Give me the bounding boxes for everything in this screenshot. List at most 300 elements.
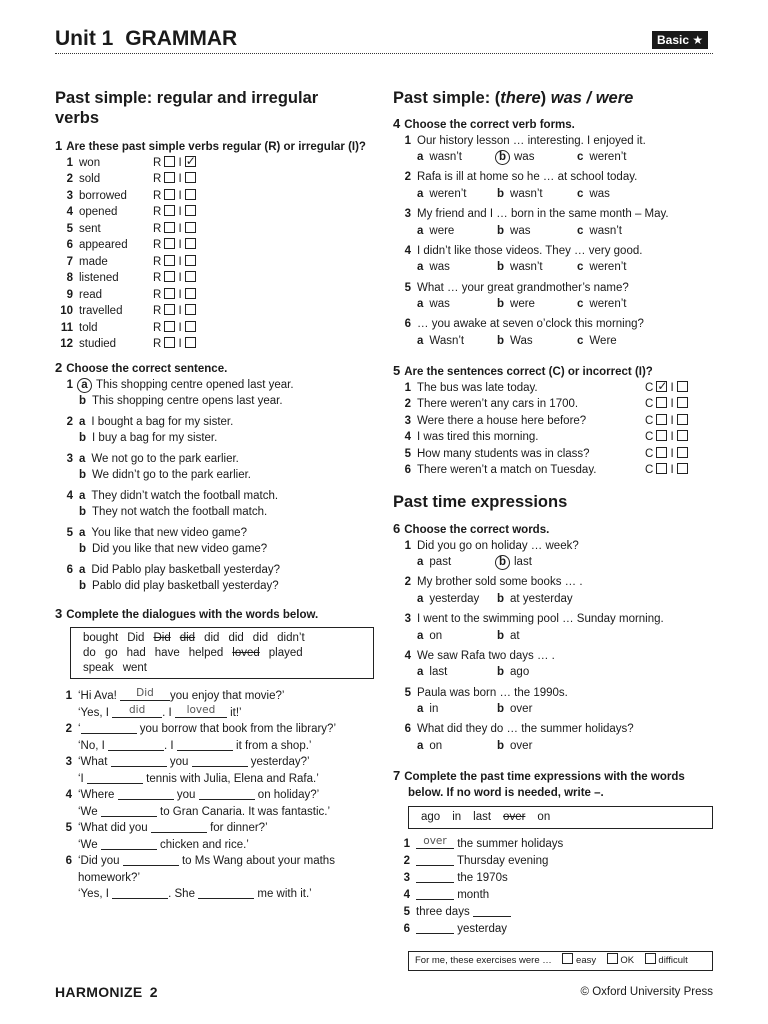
i-checkbox[interactable]: [185, 156, 196, 167]
answer-blank[interactable]: [118, 787, 174, 800]
option-b[interactable]: [497, 259, 577, 276]
c-checkbox[interactable]: [656, 430, 667, 441]
i-checkbox[interactable]: [185, 255, 196, 266]
dialogue-line: ‘Yes, I did . I loved it!’: [78, 703, 242, 719]
word-box-line-2: [83, 646, 361, 661]
i-label: I: [667, 398, 674, 410]
question-row: [393, 648, 723, 665]
c-label: C: [645, 381, 654, 394]
r-checkbox[interactable]: [164, 189, 175, 200]
option-b-label: b: [497, 703, 505, 716]
option-b[interactable]: [497, 701, 577, 718]
exercise-1-list: [55, 155, 375, 353]
r-checkbox[interactable]: [164, 238, 175, 249]
options-row: [393, 296, 723, 313]
answer-blank[interactable]: [198, 886, 254, 899]
unit-topic: GRAMMAR: [125, 27, 238, 50]
feedback-ok-checkbox[interactable]: [607, 953, 618, 964]
option-a[interactable]: [417, 628, 497, 645]
sentence-text: How many students was in class?: [417, 447, 590, 460]
verb-text: sent: [79, 222, 101, 235]
i-label: I: [667, 431, 674, 443]
exercise-1-instruction: 1 Are these past simple verbs regular (R) or irregular (I)?: [55, 138, 366, 153]
divider-label: I: [175, 189, 182, 202]
r-label: R: [153, 288, 162, 301]
expression-post: month: [454, 889, 490, 901]
r-checkbox[interactable]: [164, 321, 175, 332]
question-text: What did they do … the summer holidays?: [417, 723, 634, 736]
word-box: [70, 627, 374, 679]
dialogue-line: 3 ‘What you yesterday?’: [65, 756, 310, 768]
i-checkbox[interactable]: [677, 463, 688, 474]
word-box-word: helped: [188, 647, 224, 659]
answer-blank[interactable]: [473, 904, 511, 917]
item-number: 1: [66, 156, 73, 169]
dialogue-line: homework?’: [78, 871, 140, 884]
option-a-text: in: [429, 703, 439, 716]
exercise-7-instruction: 7 Complete the past time expressions with the words: [393, 768, 685, 783]
item-number: 5: [66, 526, 73, 539]
c-label: C: [645, 414, 654, 427]
verb-row: [55, 188, 375, 205]
i-checkbox[interactable]: [185, 222, 196, 233]
option-c-text: Were: [589, 334, 617, 347]
item-number: 1: [404, 381, 411, 394]
item-number: 3: [403, 872, 410, 884]
answer-blank[interactable]: [112, 886, 168, 899]
item-number: 2: [403, 855, 410, 867]
r-checkbox[interactable]: [164, 222, 175, 233]
option-a[interactable]: [417, 186, 497, 203]
verb-text: made: [79, 255, 108, 268]
list-item: [393, 538, 723, 571]
option-a-label: a: [417, 703, 424, 716]
option-a-text: were: [429, 224, 455, 237]
option-a-text: We not go to the park earlier.: [91, 452, 239, 465]
item-number: 8: [66, 272, 73, 284]
option-c[interactable]: [577, 333, 657, 350]
option-a-label: a: [79, 415, 86, 428]
option-c[interactable]: [577, 186, 657, 203]
option-a[interactable]: [417, 664, 497, 681]
option-b[interactable]: [497, 738, 577, 755]
i-checkbox[interactable]: [677, 447, 688, 458]
i-label: I: [667, 447, 674, 460]
answer-blank[interactable]: loved: [175, 705, 227, 718]
verb-text: travelled: [79, 305, 123, 317]
option-c[interactable]: [577, 149, 657, 166]
dialogue-line: ‘I tennis with Julia, Elena and Rafa.’: [78, 772, 319, 785]
level-badge-label: Basic: [657, 33, 690, 47]
i-checkbox[interactable]: [185, 271, 196, 282]
r-label: R: [153, 206, 162, 218]
word-box-word: had: [126, 647, 146, 659]
option-a-label: a: [417, 592, 424, 605]
item-number: 4: [404, 431, 411, 443]
option-a[interactable]: [417, 738, 497, 755]
verb-text: sold: [79, 173, 101, 185]
options-row: [393, 259, 723, 276]
expression-row: [400, 921, 720, 938]
expression-pre: three days: [416, 906, 473, 918]
word-box-word: Did: [127, 632, 145, 644]
option-a-text: was: [429, 261, 450, 274]
word-box-word: loved: [232, 647, 260, 659]
sentence-text: I was tired this morning.: [417, 431, 539, 443]
item-number: 3: [66, 452, 73, 465]
answer-blank[interactable]: [177, 738, 233, 751]
option-c-label: c: [577, 187, 584, 200]
word-box-word: didn’t: [277, 632, 305, 644]
item-number: 2: [66, 173, 73, 185]
option-a-row[interactable]: [55, 451, 375, 468]
option-b[interactable]: [497, 664, 577, 681]
list-item: [55, 377, 375, 410]
option-b-text: were: [510, 298, 535, 311]
dialogue-line: ‘No, I . I it from a shop.’: [78, 739, 312, 752]
c-checkbox[interactable]: [656, 414, 667, 425]
option-a-row[interactable]: [55, 488, 375, 505]
option-a-row[interactable]: [55, 525, 375, 542]
answer-blank[interactable]: [87, 771, 143, 784]
question-text: My brother sold some books … .: [417, 576, 583, 589]
option-b-row[interactable]: [55, 467, 375, 484]
option-b-text: I buy a bag for my sister.: [92, 432, 218, 444]
i-label: I: [667, 464, 674, 476]
question-text: We saw Rafa two days … .: [417, 649, 555, 662]
sentence-text: The bus was late today.: [417, 381, 538, 394]
options-row: [393, 738, 723, 755]
dialogue-line: 5 ‘What did you for dinner?’: [65, 822, 268, 834]
option-b-label: b: [497, 666, 505, 679]
i-checkbox[interactable]: [677, 430, 688, 441]
divider-label: I: [175, 156, 182, 169]
answer-blank[interactable]: [416, 870, 454, 883]
option-c-label: c: [577, 261, 584, 274]
question-text: Rafa is ill at home so he … at school today.: [417, 171, 638, 184]
answer-blank[interactable]: [416, 887, 454, 900]
r-checkbox[interactable]: [164, 288, 175, 299]
feedback-easy-checkbox[interactable]: [562, 953, 573, 964]
answer-blank[interactable]: did: [112, 705, 162, 718]
divider-label: I: [175, 272, 182, 284]
option-a-row[interactable]: [55, 377, 375, 394]
verb-row: [55, 287, 375, 304]
section-title-time-expressions: Past time expressions: [393, 493, 568, 511]
list-item: [393, 721, 723, 754]
r-checkbox[interactable]: [164, 337, 175, 348]
option-a-text: last: [429, 666, 448, 679]
divider-label: I: [175, 321, 182, 334]
c-checkbox[interactable]: [656, 397, 667, 408]
i-checkbox[interactable]: [677, 381, 688, 392]
question-row: [393, 611, 723, 628]
exercise-1: [55, 138, 375, 353]
header-divider: [55, 53, 713, 54]
r-label: R: [153, 156, 162, 169]
item-number: 5: [404, 686, 411, 699]
option-b-row[interactable]: [55, 430, 375, 447]
exercise-6-list: [393, 538, 723, 755]
option-b-label: b: [497, 592, 505, 605]
item-number: 10: [60, 305, 73, 317]
option-b-row[interactable]: [55, 393, 375, 410]
verb-row: [55, 155, 375, 172]
c-checkbox[interactable]: [656, 447, 667, 458]
list-item: [55, 414, 375, 447]
option-b-row[interactable]: [55, 541, 375, 558]
verb-row: [55, 303, 375, 320]
word-box-word: Did: [153, 632, 171, 644]
answer-blank[interactable]: [123, 853, 179, 866]
exercise-4-list: [393, 133, 723, 350]
expression-row: [400, 887, 720, 904]
r-checkbox[interactable]: [164, 172, 175, 183]
sentence-row: [393, 396, 723, 413]
option-a[interactable]: [417, 149, 497, 166]
option-b-text: Did you like that new video game?: [92, 543, 268, 555]
sentence-row: [393, 446, 723, 463]
i-checkbox[interactable]: [185, 337, 196, 348]
item-number: 5: [404, 447, 411, 460]
left-section-title: [55, 88, 318, 128]
question-text: I didn’t like those videos. They … very good.: [417, 244, 643, 257]
divider-label: I: [175, 173, 182, 185]
sentence-row: [393, 413, 723, 430]
option-b-text: wasn’t: [510, 187, 543, 200]
word-box-line-1: [83, 631, 361, 646]
divider-label: I: [175, 222, 182, 235]
option-c[interactable]: [577, 259, 657, 276]
verb-row: [55, 171, 375, 188]
answer-blank[interactable]: [111, 754, 167, 767]
option-a-label: a: [417, 151, 424, 163]
feedback-box: For me, these exercises were … easy OK difficult: [408, 951, 713, 971]
option-b[interactable]: [497, 333, 577, 350]
handwritten-answer: over: [423, 835, 447, 847]
c-checkbox[interactable]: [656, 463, 667, 474]
i-checkbox[interactable]: [677, 414, 688, 425]
r-checkbox[interactable]: [164, 304, 175, 315]
item-number: 3: [404, 208, 411, 221]
option-b-row[interactable]: [55, 504, 375, 521]
exercise-2-list: [55, 377, 375, 595]
unit-number: Unit 1: [55, 27, 114, 50]
option-a-label: a: [417, 556, 424, 568]
question-row: [393, 280, 723, 297]
i-checkbox[interactable]: [677, 397, 688, 408]
i-checkbox[interactable]: [185, 304, 196, 315]
option-a-text: They didn’t watch the football match.: [91, 489, 279, 502]
option-b-label: b: [497, 224, 505, 237]
question-text: Our history lesson … interesting. I enjoyed it.: [417, 134, 646, 147]
r-checkbox[interactable]: [164, 255, 175, 266]
r-label: R: [153, 173, 162, 185]
expression-row: [400, 904, 720, 921]
option-b-label: b: [79, 469, 87, 481]
option-b-label: b: [495, 150, 510, 165]
item-number: 6: [403, 923, 410, 935]
option-b-label: b: [497, 187, 505, 200]
sentence-row: [393, 429, 723, 446]
option-c-text: weren’t: [589, 151, 627, 163]
word-box-word: over: [503, 811, 526, 823]
option-b-label: b: [79, 580, 87, 592]
option-c[interactable]: [577, 296, 657, 313]
word-box-word: did: [252, 632, 269, 644]
answer-blank[interactable]: [416, 853, 454, 866]
star-icon: ★: [692, 33, 704, 47]
i-checkbox[interactable]: [185, 172, 196, 183]
i-checkbox[interactable]: [185, 205, 196, 216]
list-item: [55, 451, 375, 484]
level-badge: [652, 31, 708, 49]
option-a-label: a: [79, 526, 86, 539]
option-b[interactable]: [497, 628, 577, 645]
item-number: 1: [404, 134, 411, 147]
left-title-line1: Past simple: regular and irregular: [55, 89, 319, 107]
option-b-text: at yesterday: [510, 592, 573, 605]
answer-blank[interactable]: [81, 721, 137, 734]
option-a-label: a: [417, 629, 424, 642]
option-b-label: b: [79, 432, 87, 444]
r-checkbox[interactable]: [164, 156, 175, 167]
sentence-row: [393, 462, 723, 479]
dialogues: [64, 688, 384, 903]
answer-blank[interactable]: Did: [120, 688, 170, 701]
answer-blank[interactable]: [192, 754, 248, 767]
list-item: [393, 169, 723, 202]
item-number: 6: [404, 723, 411, 736]
item-number: 6: [66, 563, 73, 576]
exercise-4-instruction: 4 Choose the correct verb forms.: [393, 116, 575, 131]
answer-blank[interactable]: [416, 836, 454, 849]
i-checkbox[interactable]: [185, 189, 196, 200]
word-box-word: on: [537, 811, 551, 823]
list-item: [393, 648, 723, 681]
i-label: I: [667, 381, 674, 394]
option-c-text: weren’t: [589, 298, 627, 311]
verb-row: [55, 204, 375, 221]
question-row: [393, 316, 723, 333]
expression-row: [400, 836, 720, 853]
option-a-row[interactable]: [55, 562, 375, 579]
exercise-4: [393, 116, 723, 353]
exercise-3: [55, 606, 375, 623]
list-item: [393, 685, 723, 718]
expression-post: yesterday: [454, 923, 508, 935]
verb-row: [55, 336, 375, 353]
r-label: R: [153, 239, 162, 251]
answer-blank[interactable]: [108, 738, 164, 751]
i-checkbox[interactable]: [185, 321, 196, 332]
answer-blank[interactable]: [151, 820, 207, 833]
option-b[interactable]: [497, 186, 577, 203]
dialogue-line: 4 ‘Where you on holiday?’: [65, 789, 320, 801]
footer-copyright: © Oxford University Press: [580, 986, 713, 998]
r-checkbox[interactable]: [164, 271, 175, 282]
option-a[interactable]: [417, 259, 497, 276]
options-row: [393, 149, 723, 166]
option-a-text: You like that new video game?: [91, 526, 247, 539]
option-c-text: wasn’t: [589, 224, 623, 237]
word-box-word: do: [83, 647, 96, 659]
option-c[interactable]: [577, 223, 657, 240]
item-number: 1: [66, 378, 73, 391]
question-text: I went to the swimming pool … Sunday morning.: [417, 613, 664, 626]
sentence-text: There weren’t any cars in 1700.: [417, 398, 579, 410]
r-label: R: [153, 255, 162, 268]
c-checkbox[interactable]: [656, 381, 667, 392]
option-b[interactable]: [497, 223, 577, 240]
feedback-difficult-checkbox[interactable]: [645, 953, 656, 964]
answer-blank[interactable]: [416, 921, 454, 934]
feedback-prompt: For me, these exercises were …: [415, 955, 552, 966]
list-item: [393, 133, 723, 166]
r-label: R: [153, 321, 162, 334]
option-b-text: ago: [510, 666, 530, 679]
word-box-word: went: [122, 662, 147, 674]
option-b[interactable]: [497, 591, 577, 608]
item-number: 2: [404, 171, 411, 184]
option-a[interactable]: [417, 223, 497, 240]
option-a[interactable]: [417, 554, 497, 571]
ex7-word-box: [408, 806, 713, 829]
answer-blank[interactable]: [101, 804, 157, 817]
dialogue-line: 1 ‘Hi Ava! Did you enjoy that movie?’: [65, 687, 285, 702]
option-a-label: a: [417, 187, 424, 200]
option-a[interactable]: [417, 591, 497, 608]
expression-row: [400, 870, 720, 887]
option-a-text: was: [429, 298, 450, 311]
question-row: [393, 574, 723, 591]
verb-row: [55, 270, 375, 287]
answer-blank[interactable]: [199, 787, 255, 800]
answer-blank[interactable]: [101, 837, 157, 850]
verb-text: opened: [79, 206, 118, 218]
r-checkbox[interactable]: [164, 205, 175, 216]
verb-text: listened: [79, 272, 119, 284]
expression-post: the 1970s: [454, 872, 508, 884]
option-b[interactable]: [497, 149, 577, 166]
option-a[interactable]: [417, 701, 497, 718]
option-b[interactable]: [497, 296, 577, 313]
option-c-label: c: [577, 224, 584, 237]
option-b-text: over: [510, 739, 533, 752]
item-number: 2: [66, 415, 73, 428]
options-row: [393, 223, 723, 240]
item-number: 3: [404, 613, 411, 626]
options-row: [393, 554, 723, 571]
list-item: [393, 206, 723, 239]
sentence-row: [393, 380, 723, 397]
option-b-text: Was: [510, 334, 533, 347]
option-b-text: This shopping centre opens last year.: [92, 395, 283, 407]
option-a[interactable]: [417, 333, 497, 350]
option-b-row[interactable]: [55, 578, 375, 595]
r-label: R: [153, 222, 162, 235]
option-b[interactable]: [497, 554, 577, 571]
dialogue-line: ‘We to Gran Canaria. It was fantastic.’: [78, 805, 331, 818]
option-b-label: b: [497, 334, 505, 347]
exercise-5-list: [393, 380, 723, 479]
i-checkbox[interactable]: [185, 238, 196, 249]
i-checkbox[interactable]: [185, 288, 196, 299]
exercise-6-instruction: 6 Choose the correct words.: [393, 521, 550, 536]
option-a-row[interactable]: [55, 414, 375, 431]
option-a[interactable]: [417, 296, 497, 313]
option-c-text: weren’t: [589, 261, 627, 274]
